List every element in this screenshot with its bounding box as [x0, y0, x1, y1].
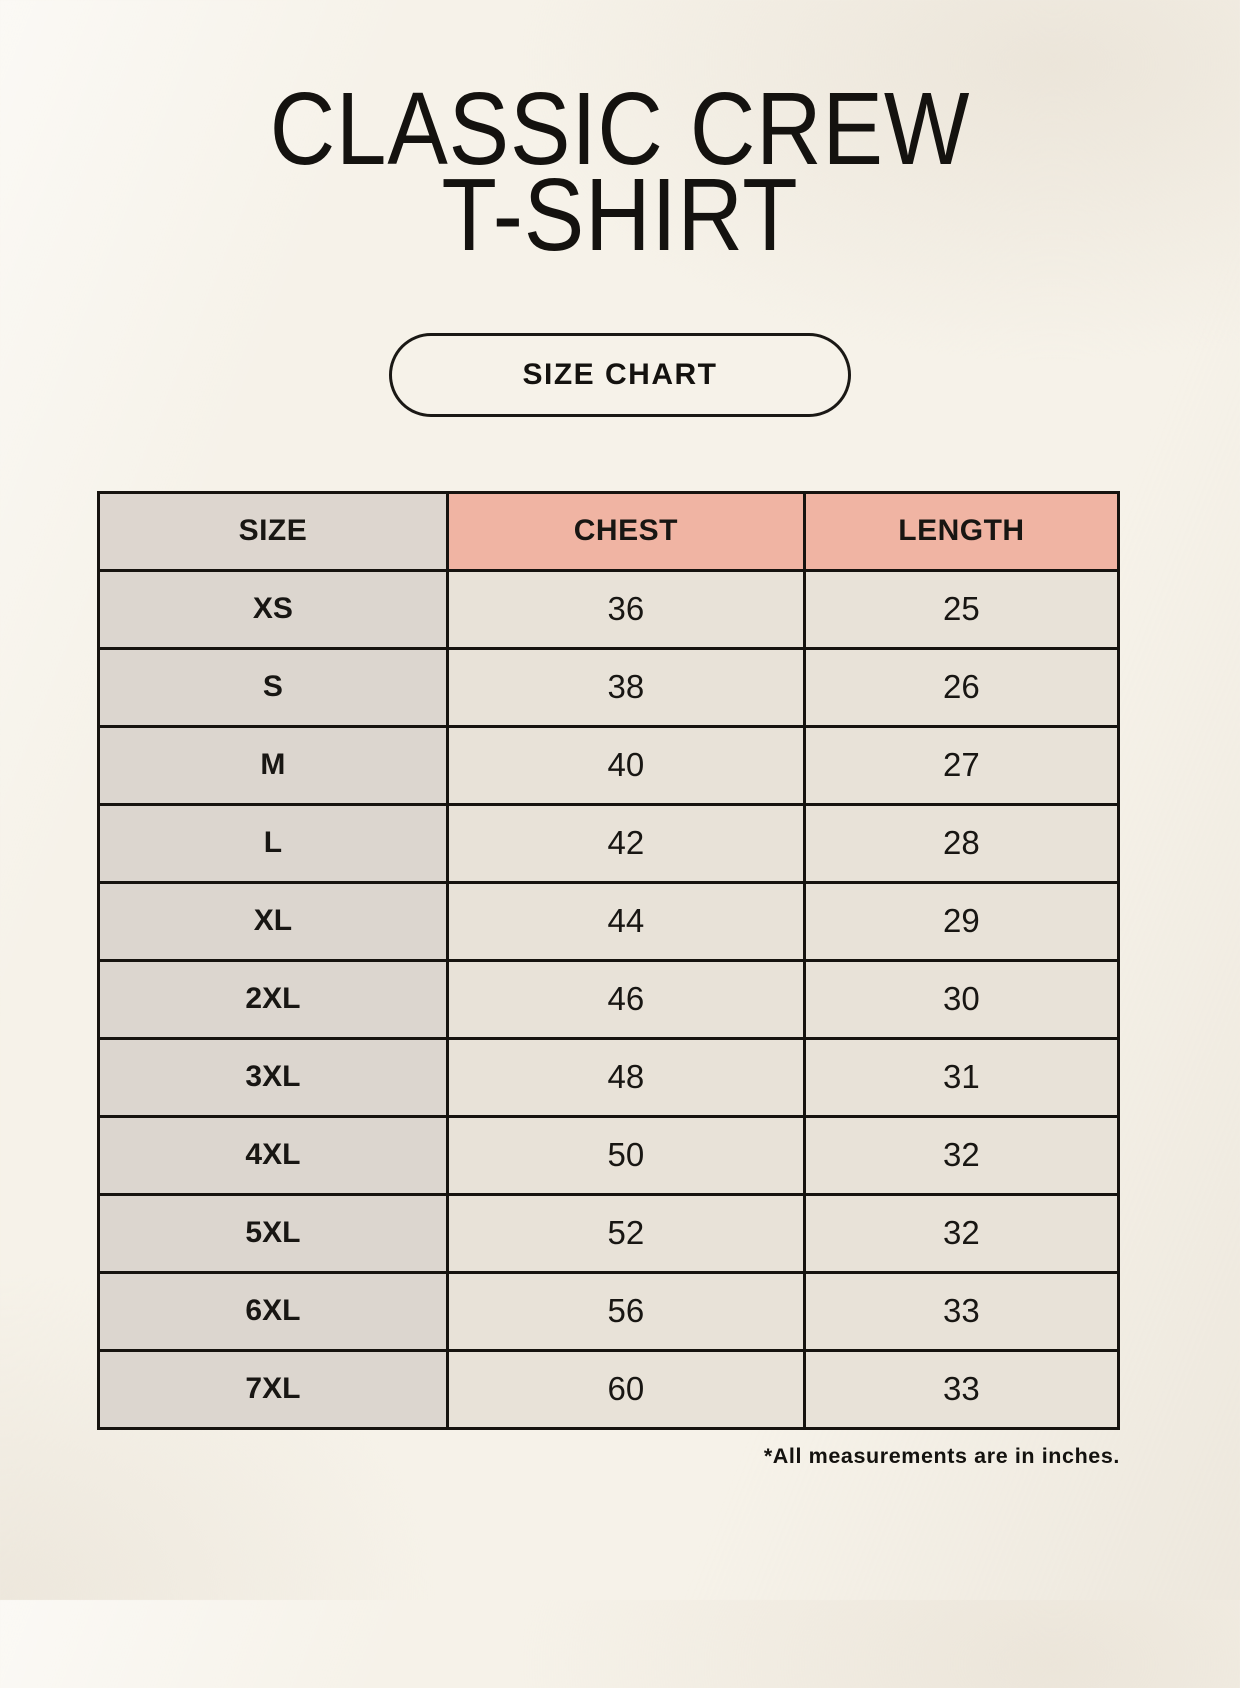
table-row [99, 1194, 1119, 1272]
size-label-cell: 4XL [99, 1116, 448, 1194]
size-label-cell: XL [99, 882, 448, 960]
chest-value-cell: 38 [447, 648, 804, 726]
size-label-cell: 3XL [99, 1038, 448, 1116]
length-value-cell: 28 [804, 804, 1118, 882]
length-value-cell: 27 [804, 726, 1118, 804]
chest-value-cell: 36 [447, 570, 804, 648]
table-row [99, 960, 1119, 1038]
size-chart-button[interactable]: SIZE CHART [389, 333, 851, 417]
column-header-chest: CHEST [447, 492, 804, 570]
chest-value-cell: 50 [447, 1116, 804, 1194]
size-label-cell: S [99, 648, 448, 726]
length-value-cell: 25 [804, 570, 1118, 648]
chest-value-cell: 60 [447, 1350, 804, 1428]
page-title-line-1: CLASSIC CREW [269, 71, 971, 186]
length-value-cell: 29 [804, 882, 1118, 960]
chest-value-cell: 42 [447, 804, 804, 882]
size-chart-table [97, 491, 1120, 1430]
size-label-cell: 5XL [99, 1194, 448, 1272]
length-value-cell: 31 [804, 1038, 1118, 1116]
length-value-cell: 33 [804, 1272, 1118, 1350]
column-header-length: LENGTH [804, 492, 1118, 570]
size-label-cell: XS [99, 570, 448, 648]
length-value-cell: 26 [804, 648, 1118, 726]
table-header-row [99, 492, 1119, 570]
length-value-cell: 32 [804, 1194, 1118, 1272]
table-row [99, 882, 1119, 960]
size-label-cell: L [99, 804, 448, 882]
table-row [99, 1272, 1119, 1350]
table-row [99, 726, 1119, 804]
chest-value-cell: 48 [447, 1038, 804, 1116]
table-row [99, 804, 1119, 882]
size-label-cell: 2XL [99, 960, 448, 1038]
length-value-cell: 32 [804, 1116, 1118, 1194]
table-row [99, 648, 1119, 726]
size-label-cell: 6XL [99, 1272, 448, 1350]
length-value-cell: 30 [804, 960, 1118, 1038]
page-title-line-2: T-SHIRT [441, 157, 799, 273]
table-row [99, 1038, 1119, 1116]
chest-value-cell: 56 [447, 1272, 804, 1350]
measurements-footnote: *All measurements are in inches. [763, 1443, 1120, 1468]
size-chart-table-container [97, 491, 1120, 1430]
table-row [99, 1350, 1119, 1428]
table-row [99, 1116, 1119, 1194]
column-header-size: SIZE [99, 492, 448, 570]
size-label-cell: M [99, 726, 448, 804]
length-value-cell: 33 [804, 1350, 1118, 1428]
chest-value-cell: 44 [447, 882, 804, 960]
page-title [74, 71, 1165, 273]
chest-value-cell: 46 [447, 960, 804, 1038]
chest-value-cell: 52 [447, 1194, 804, 1272]
size-table-body [99, 570, 1119, 1428]
chest-value-cell: 40 [447, 726, 804, 804]
size-label-cell: 7XL [99, 1350, 448, 1428]
table-row [99, 570, 1119, 648]
